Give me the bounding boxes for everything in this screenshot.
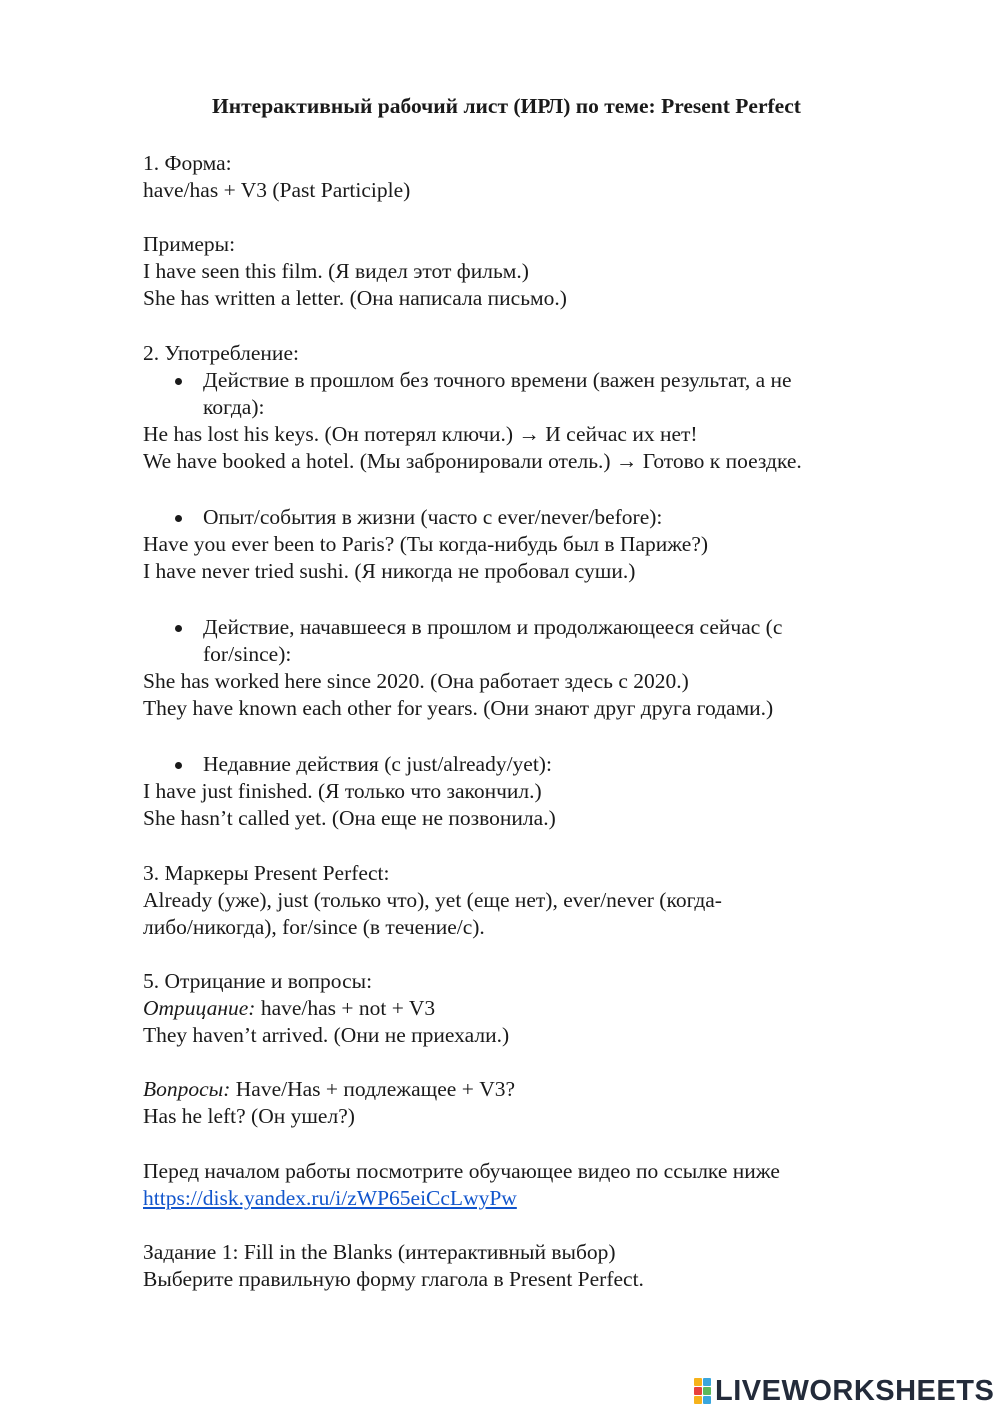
bullet-icon — [175, 378, 182, 385]
section1-heading: 1. Форма: — [143, 151, 232, 175]
negation-example: They haven’t arrived. (Они не приехали.) — [143, 1023, 510, 1047]
question-formula-line — [143, 1076, 515, 1103]
example-line: I have never tried sushi. (Я никогда не пробовал суши.) — [143, 559, 636, 583]
form-formula: have/has + V3 (Past Participle) — [143, 178, 411, 202]
negation-formula: have/has + not + V3 — [255, 996, 436, 1020]
bullet-icon — [175, 515, 182, 522]
markers-line: либо/никогда), for/since (в течение/с). — [143, 915, 485, 939]
logo-text: LIVEWORKSHEETS — [715, 1375, 995, 1407]
bullet-text: Недавние действия (с just/already/yet): — [203, 752, 552, 776]
section5-heading: 5. Отрицание и вопросы: — [143, 969, 373, 993]
bullet-text: Действие, начавшееся в прошлом и продолжающееся сейчас (с — [203, 615, 783, 639]
markers-line: Already (уже), just (только что), yet (еще нет), ever/never (когда- — [143, 888, 722, 912]
bullet-text: Действие в прошлом без точного времени (важен результат, а не — [203, 368, 792, 392]
video-instruction: Перед началом работы посмотрите обучающее видео по ссылке ниже — [143, 1159, 780, 1183]
bullet-text: for/since): — [203, 642, 292, 666]
bullet-text: когда): — [203, 395, 265, 419]
liveworksheets-logo — [694, 1376, 994, 1406]
example-line: They have known each other for years. (Они знают друг друга годами.) — [143, 696, 774, 720]
logo-mark-icon — [694, 1378, 711, 1404]
example-line: She has written a letter. (Она написала письмо.) — [143, 286, 567, 310]
example-line: We have booked a hotel. (Мы забронировали отель.) → Готово к поездке. — [143, 449, 802, 473]
question-label: Вопросы: — [143, 1077, 231, 1101]
example-line: Have you ever been to Paris? (Ты когда-нибудь был в Париже?) — [143, 532, 709, 556]
examples-heading: Примеры: — [143, 232, 236, 256]
bullet-text: Опыт/события в жизни (часто с ever/never/before): — [203, 505, 663, 529]
section2-heading: 2. Употребление: — [143, 341, 299, 365]
task1-heading: Задание 1: Fill in the Blanks (интерактивный выбор) — [143, 1240, 616, 1264]
negation-label: Отрицание: — [143, 996, 256, 1020]
bullet-icon — [175, 762, 182, 769]
negation-formula-line — [143, 995, 435, 1022]
example-line: He has lost his keys. (Он потерял ключи.) → И сейчас их нет! — [143, 422, 698, 446]
video-link-line — [143, 1185, 517, 1212]
video-link[interactable]: https://disk.yandex.ru/i/zWP65eiCcLwyPw — [143, 1186, 517, 1210]
bullet-icon — [175, 625, 182, 632]
example-line: I have just finished. (Я только что закончил.) — [143, 779, 542, 803]
question-example: Has he left? (Он ушел?) — [143, 1104, 355, 1128]
question-formula: Have/Has + подлежащее + V3? — [230, 1077, 516, 1101]
section3-heading: 3. Маркеры Present Perfect: — [143, 861, 390, 885]
example-line: I have seen this film. (Я видел этот фильм.) — [143, 259, 529, 283]
example-line: She hasn’t called yet. (Она еще не позвонила.) — [143, 806, 556, 830]
page-title: Интерактивный рабочий лист (ИРЛ) по теме: Present Perfect — [212, 94, 801, 118]
task1-instruction: Выберите правильную форму глагола в Present Perfect. — [143, 1267, 644, 1291]
example-line: She has worked here since 2020. (Она работает здесь с 2020.) — [143, 669, 689, 693]
